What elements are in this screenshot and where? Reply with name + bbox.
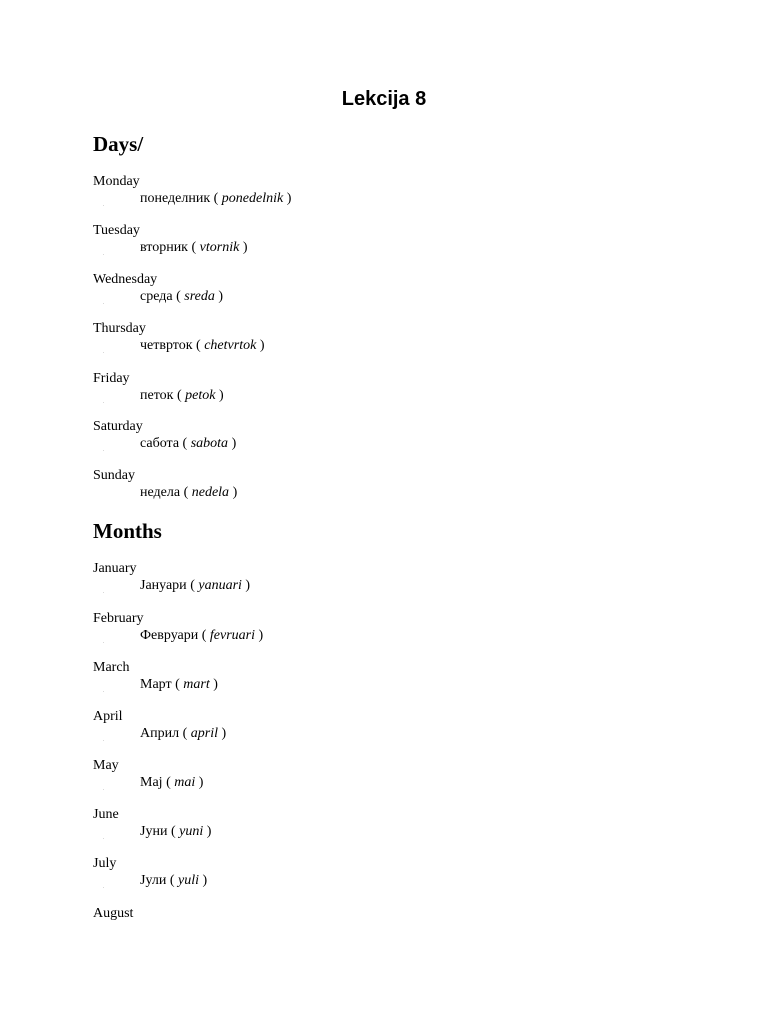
transliteration: vtornik xyxy=(199,240,240,255)
month-entry-march xyxy=(93,659,593,699)
transliteration: april xyxy=(190,726,218,741)
day-entry-monday xyxy=(93,173,593,213)
english-word: March xyxy=(93,660,130,675)
macedonian-word: Јануари xyxy=(140,578,187,593)
macedonian-translation: Јануари ( yanuari ) xyxy=(140,578,251,593)
english-word: June xyxy=(93,807,119,822)
month-entry-june xyxy=(93,806,593,846)
macedonian-word: Април xyxy=(140,726,180,741)
macedonian-word: вторник xyxy=(140,240,188,255)
english-word: February xyxy=(93,611,144,626)
english-word: Wednesday xyxy=(93,272,158,287)
list-marker xyxy=(103,691,104,692)
transliteration: sabota xyxy=(190,436,229,451)
list-marker xyxy=(103,740,104,741)
month-entry-august xyxy=(93,905,593,945)
macedonian-word: Јули xyxy=(140,873,167,888)
macedonian-word: Јуни xyxy=(140,824,168,839)
macedonian-word: недела xyxy=(140,485,181,500)
list-marker xyxy=(103,838,104,839)
macedonian-word: петок xyxy=(140,388,174,403)
english-word: Sunday xyxy=(93,468,135,483)
english-word: April xyxy=(93,709,123,724)
macedonian-word: Мај xyxy=(140,775,163,790)
english-word: Monday xyxy=(93,174,140,189)
day-entry-thursday xyxy=(93,320,593,360)
transliteration: yanuari xyxy=(198,578,242,593)
transliteration: petok xyxy=(185,388,216,403)
macedonian-word: четврток xyxy=(140,338,193,353)
english-word: Saturday xyxy=(93,419,143,434)
transliteration: fevruari xyxy=(209,628,256,643)
english-word: May xyxy=(93,758,119,773)
page-title-text: Lekcija 8 xyxy=(341,88,427,110)
list-marker xyxy=(103,254,104,255)
month-entry-july xyxy=(93,855,593,895)
macedonian-translation: Март ( mart ) xyxy=(140,677,218,692)
macedonian-translation: Април ( april ) xyxy=(140,726,227,741)
macedonian-word: среда xyxy=(140,289,173,304)
months-heading: Months xyxy=(93,519,162,543)
macedonian-word: понеделник xyxy=(140,191,211,206)
page-title xyxy=(0,86,768,112)
macedonian-translation: петок ( petok ) xyxy=(140,388,224,403)
list-marker xyxy=(103,887,104,888)
day-entry-saturday xyxy=(93,418,593,458)
macedonian-translation: среда ( sreda ) xyxy=(140,289,224,304)
macedonian-word: сабота xyxy=(140,436,180,451)
list-marker xyxy=(103,402,104,403)
month-entry-april xyxy=(93,708,593,748)
transliteration: yuli xyxy=(177,873,199,888)
macedonian-translation: Мај ( mai ) xyxy=(140,775,204,790)
list-marker xyxy=(103,303,104,304)
english-word: Thursday xyxy=(93,321,146,336)
macedonian-translation: сабота ( sabota ) xyxy=(140,436,237,451)
transliteration: chetvrtok xyxy=(204,338,257,353)
list-marker xyxy=(103,789,104,790)
transliteration: yuni xyxy=(179,824,204,839)
macedonian-translation: четврток ( chetvrtok ) xyxy=(140,338,265,353)
list-marker xyxy=(103,205,104,206)
transliteration: mai xyxy=(174,775,196,790)
month-entry-may xyxy=(93,757,593,797)
macedonian-word: Февруари xyxy=(140,628,199,643)
macedonian-translation: понеделник ( ponedelnik ) xyxy=(140,191,292,206)
list-marker xyxy=(103,592,104,593)
english-word: Tuesday xyxy=(93,223,140,238)
list-marker xyxy=(103,352,104,353)
transliteration: mart xyxy=(183,677,210,692)
english-word: January xyxy=(93,561,137,576)
day-entry-tuesday xyxy=(93,222,593,262)
english-word: Friday xyxy=(93,371,130,386)
list-marker xyxy=(103,450,104,451)
transliteration: nedela xyxy=(191,485,230,500)
month-entry-february xyxy=(93,610,593,650)
macedonian-translation: вторник ( vtornik ) xyxy=(140,240,248,255)
transliteration: ponedelnik xyxy=(221,191,284,206)
english-word: July xyxy=(93,856,117,871)
day-entry-sunday xyxy=(93,467,593,507)
day-entry-friday xyxy=(93,370,593,410)
list-marker xyxy=(103,642,104,643)
macedonian-translation: Февруари ( fevruari ) xyxy=(140,628,264,643)
macedonian-translation: Јуни ( yuni ) xyxy=(140,824,212,839)
macedonian-translation: недела ( nedela ) xyxy=(140,485,238,500)
transliteration: sreda xyxy=(184,289,215,304)
english-word: August xyxy=(93,906,134,921)
macedonian-word: Март xyxy=(140,677,172,692)
days-heading: Days/ xyxy=(93,132,144,156)
month-entry-january xyxy=(93,560,593,600)
day-entry-wednesday xyxy=(93,271,593,311)
macedonian-translation: Јули ( yuli ) xyxy=(140,873,208,888)
